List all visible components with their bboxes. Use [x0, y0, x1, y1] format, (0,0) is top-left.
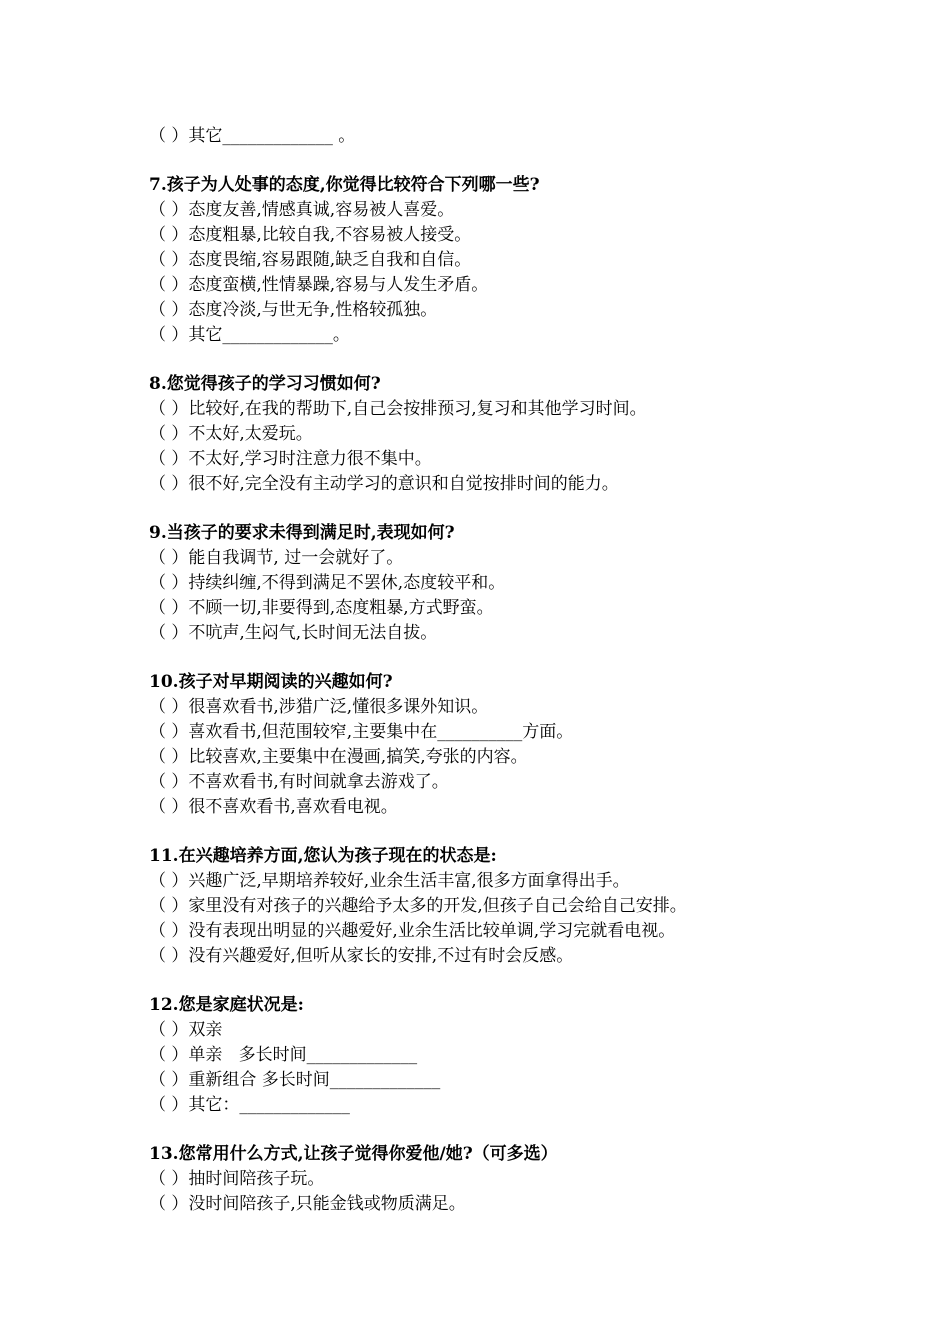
answer-option[interactable]: （ ）持续纠缠,不得到满足不罢休,态度较平和。 [149, 573, 506, 593]
answer-option[interactable]: （ ）不太好,学习时注意力很不集中。 [149, 449, 432, 469]
answer-option[interactable]: （ ）不喜欢看书,有时间就拿去游戏了。 [149, 772, 449, 792]
answer-option[interactable]: （ ）喜欢看书,但范围较窄,主要集中在__________方面。 [149, 722, 574, 742]
answer-option[interactable]: （ ）家里没有对孩子的兴趣给予太多的开发,但孩子自己会给自己安排。 [149, 896, 687, 916]
questionnaire-page [149, 124, 909, 1217]
answer-option[interactable]: （ ）其它_____________。 [149, 325, 350, 345]
answer-option[interactable]: （ ）其它_____________ 。 [149, 126, 356, 146]
section-gap [149, 497, 909, 521]
answer-option[interactable]: （ ）重新组合 多长时间_____________ [149, 1070, 441, 1090]
question-title: 8.您觉得孩子的学习习惯如何? [149, 374, 381, 394]
answer-option[interactable]: （ ）态度粗暴,比较自我,不容易被人接受。 [149, 225, 472, 245]
answer-option[interactable]: （ ）不太好,太爱玩。 [149, 424, 313, 444]
answer-option[interactable]: （ ）单亲 多长时间_____________ [149, 1045, 418, 1065]
question-title: 9.当孩子的要求未得到满足时,表现如何? [149, 523, 455, 543]
section-gap [149, 149, 909, 173]
section-gap [149, 646, 909, 670]
section-gap [149, 1118, 909, 1142]
answer-option[interactable]: （ ）兴趣广泛,早期培养较好,业余生活丰富,很多方面拿得出手。 [149, 871, 630, 891]
answer-option[interactable]: （ ）很不好,完全没有主动学习的意识和自觉按排时间的能力。 [149, 474, 619, 494]
answer-option[interactable]: （ ）抽时间陪孩子玩。 [149, 1169, 325, 1189]
question-title: 12.您是家庭状况是: [149, 995, 304, 1015]
answer-option[interactable]: （ ）没时间陪孩子,只能金钱或物质满足。 [149, 1194, 466, 1214]
answer-option[interactable]: （ ）态度冷淡,与世无争,性格较孤独。 [149, 300, 438, 320]
answer-option[interactable]: （ ）双亲 [149, 1020, 223, 1040]
answer-option[interactable]: （ ）没有表现出明显的兴趣爱好,业余生活比较单调,学习完就看电视。 [149, 921, 676, 941]
section-gap [149, 969, 909, 993]
section-gap [149, 348, 909, 372]
answer-option[interactable]: （ ）没有兴趣爱好,但听从家长的安排,不过有时会反感。 [149, 946, 574, 966]
answer-option[interactable]: （ ）能自我调节, 过一会就好了。 [149, 548, 404, 568]
question-title: 13.您常用什么方式,让孩子觉得你爱他/她?（可多选） [149, 1144, 558, 1164]
answer-option[interactable]: （ ）很喜欢看书,涉猎广泛,懂很多课外知识。 [149, 697, 489, 717]
answer-option[interactable]: （ ）其它：_____________ [149, 1095, 350, 1115]
answer-option[interactable]: （ ）不吭声,生闷气,长时间无法自拔。 [149, 623, 438, 643]
answer-option[interactable]: （ ）不顾一切,非要得到,态度粗暴,方式野蛮。 [149, 598, 494, 618]
question-title: 10.孩子对早期阅读的兴趣如何? [149, 672, 393, 692]
question-title: 7.孩子为人处事的态度,你觉得比较符合下列哪一些? [149, 175, 540, 195]
section-gap [149, 820, 909, 844]
answer-option[interactable]: （ ）态度蛮横,性情暴躁,容易与人发生矛盾。 [149, 275, 489, 295]
answer-option[interactable]: （ ）态度畏缩,容易跟随,缺乏自我和自信。 [149, 250, 472, 270]
answer-option[interactable]: （ ）比较喜欢,主要集中在漫画,搞笑,夸张的内容。 [149, 747, 528, 767]
answer-option[interactable]: （ ）很不喜欢看书,喜欢看电视。 [149, 797, 398, 817]
answer-option[interactable]: （ ）比较好,在我的帮助下,自己会按排预习,复习和其他学习时间。 [149, 399, 647, 419]
answer-option[interactable]: （ ）态度友善,情感真诚,容易被人喜爱。 [149, 200, 455, 220]
question-title: 11.在兴趣培养方面,您认为孩子现在的状态是: [149, 846, 497, 866]
